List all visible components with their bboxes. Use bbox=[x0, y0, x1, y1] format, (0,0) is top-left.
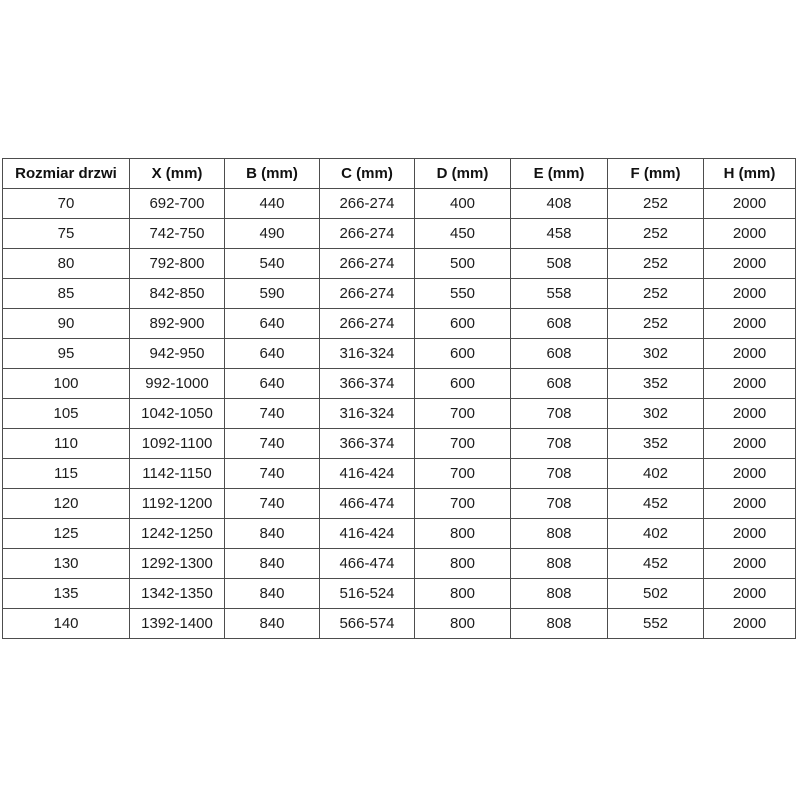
table-cell: 808 bbox=[511, 609, 608, 639]
table-cell: 2000 bbox=[704, 429, 796, 459]
table-cell: 252 bbox=[608, 249, 704, 279]
table-cell: 2000 bbox=[704, 189, 796, 219]
table-cell: 552 bbox=[608, 609, 704, 639]
table-row bbox=[3, 219, 796, 249]
table-row bbox=[3, 339, 796, 369]
table-cell: 740 bbox=[225, 399, 320, 429]
table-cell: 692-700 bbox=[130, 189, 225, 219]
table-cell: 2000 bbox=[704, 249, 796, 279]
column-header-b-mm: B (mm) bbox=[225, 159, 320, 189]
table-row bbox=[3, 249, 796, 279]
table-cell: 2000 bbox=[704, 549, 796, 579]
table-cell: 1142-1150 bbox=[130, 459, 225, 489]
table-row bbox=[3, 309, 796, 339]
table-cell: 105 bbox=[3, 399, 130, 429]
table-cell: 566-574 bbox=[320, 609, 415, 639]
table-cell: 808 bbox=[511, 549, 608, 579]
table-row bbox=[3, 399, 796, 429]
table-cell: 1192-1200 bbox=[130, 489, 225, 519]
table-cell: 1292-1300 bbox=[130, 549, 225, 579]
table-cell: 95 bbox=[3, 339, 130, 369]
table-cell: 808 bbox=[511, 519, 608, 549]
table-cell: 600 bbox=[415, 369, 511, 399]
table-cell: 840 bbox=[225, 519, 320, 549]
table-cell: 508 bbox=[511, 249, 608, 279]
table-cell: 2000 bbox=[704, 459, 796, 489]
table-cell: 2000 bbox=[704, 519, 796, 549]
table-row bbox=[3, 369, 796, 399]
table-cell: 516-524 bbox=[320, 579, 415, 609]
column-header-f-mm: F (mm) bbox=[608, 159, 704, 189]
table-cell: 1392-1400 bbox=[130, 609, 225, 639]
door-size-table bbox=[2, 158, 796, 639]
table-cell: 708 bbox=[511, 489, 608, 519]
table-cell: 252 bbox=[608, 189, 704, 219]
table-cell: 590 bbox=[225, 279, 320, 309]
table-cell: 366-374 bbox=[320, 369, 415, 399]
table-row bbox=[3, 429, 796, 459]
table-header bbox=[3, 159, 796, 189]
table-cell: 700 bbox=[415, 459, 511, 489]
table-cell: 408 bbox=[511, 189, 608, 219]
table-cell: 266-274 bbox=[320, 189, 415, 219]
table-cell: 440 bbox=[225, 189, 320, 219]
table-cell: 125 bbox=[3, 519, 130, 549]
table-cell: 352 bbox=[608, 429, 704, 459]
table-cell: 550 bbox=[415, 279, 511, 309]
table-cell: 452 bbox=[608, 549, 704, 579]
column-header-x-mm: X (mm) bbox=[130, 159, 225, 189]
table-cell: 2000 bbox=[704, 279, 796, 309]
table-cell: 740 bbox=[225, 429, 320, 459]
table-cell: 700 bbox=[415, 489, 511, 519]
table-cell: 840 bbox=[225, 609, 320, 639]
table-cell: 316-324 bbox=[320, 399, 415, 429]
table-cell: 302 bbox=[608, 399, 704, 429]
table-cell: 110 bbox=[3, 429, 130, 459]
column-header-e-mm: E (mm) bbox=[511, 159, 608, 189]
table-cell: 85 bbox=[3, 279, 130, 309]
table-cell: 558 bbox=[511, 279, 608, 309]
table-cell: 742-750 bbox=[130, 219, 225, 249]
table-cell: 1242-1250 bbox=[130, 519, 225, 549]
table-cell: 942-950 bbox=[130, 339, 225, 369]
table-cell: 450 bbox=[415, 219, 511, 249]
table-cell: 252 bbox=[608, 219, 704, 249]
table-cell: 466-474 bbox=[320, 489, 415, 519]
table-header-row bbox=[3, 159, 796, 189]
table-cell: 466-474 bbox=[320, 549, 415, 579]
table-cell: 708 bbox=[511, 429, 608, 459]
table-cell: 800 bbox=[415, 579, 511, 609]
table-cell: 140 bbox=[3, 609, 130, 639]
table-row bbox=[3, 279, 796, 309]
table-cell: 540 bbox=[225, 249, 320, 279]
table-cell: 700 bbox=[415, 399, 511, 429]
table-cell: 402 bbox=[608, 459, 704, 489]
table-cell: 500 bbox=[415, 249, 511, 279]
table-cell: 130 bbox=[3, 549, 130, 579]
table-row bbox=[3, 189, 796, 219]
table-cell: 842-850 bbox=[130, 279, 225, 309]
table-cell: 252 bbox=[608, 309, 704, 339]
table-cell: 2000 bbox=[704, 609, 796, 639]
table-cell: 640 bbox=[225, 339, 320, 369]
table-cell: 80 bbox=[3, 249, 130, 279]
table-row bbox=[3, 489, 796, 519]
table-body bbox=[3, 189, 796, 639]
column-header-c-mm: C (mm) bbox=[320, 159, 415, 189]
table-cell: 608 bbox=[511, 339, 608, 369]
table-cell: 840 bbox=[225, 549, 320, 579]
table-cell: 252 bbox=[608, 279, 704, 309]
table-row bbox=[3, 549, 796, 579]
table-cell: 135 bbox=[3, 579, 130, 609]
table-cell: 792-800 bbox=[130, 249, 225, 279]
table-cell: 2000 bbox=[704, 309, 796, 339]
table-cell: 740 bbox=[225, 459, 320, 489]
table-cell: 316-324 bbox=[320, 339, 415, 369]
table-cell: 75 bbox=[3, 219, 130, 249]
table-cell: 1042-1050 bbox=[130, 399, 225, 429]
table-cell: 2000 bbox=[704, 489, 796, 519]
table-cell: 708 bbox=[511, 459, 608, 489]
table-cell: 808 bbox=[511, 579, 608, 609]
table-cell: 266-274 bbox=[320, 309, 415, 339]
table-cell: 800 bbox=[415, 549, 511, 579]
table-cell: 708 bbox=[511, 399, 608, 429]
table-cell: 266-274 bbox=[320, 219, 415, 249]
table-cell: 70 bbox=[3, 189, 130, 219]
table-cell: 1342-1350 bbox=[130, 579, 225, 609]
table-cell: 266-274 bbox=[320, 279, 415, 309]
table-cell: 2000 bbox=[704, 219, 796, 249]
table-cell: 100 bbox=[3, 369, 130, 399]
table-cell: 800 bbox=[415, 609, 511, 639]
table-cell: 640 bbox=[225, 369, 320, 399]
table-cell: 2000 bbox=[704, 399, 796, 429]
table-row bbox=[3, 609, 796, 639]
table-cell: 115 bbox=[3, 459, 130, 489]
table-cell: 416-424 bbox=[320, 519, 415, 549]
table-cell: 458 bbox=[511, 219, 608, 249]
table-cell: 740 bbox=[225, 489, 320, 519]
table-cell: 266-274 bbox=[320, 249, 415, 279]
table-cell: 992-1000 bbox=[130, 369, 225, 399]
table-cell: 608 bbox=[511, 309, 608, 339]
table-cell: 352 bbox=[608, 369, 704, 399]
table-cell: 120 bbox=[3, 489, 130, 519]
table-cell: 600 bbox=[415, 339, 511, 369]
table-row bbox=[3, 579, 796, 609]
table-cell: 840 bbox=[225, 579, 320, 609]
table-cell: 416-424 bbox=[320, 459, 415, 489]
table-cell: 90 bbox=[3, 309, 130, 339]
table-row bbox=[3, 459, 796, 489]
table-cell: 600 bbox=[415, 309, 511, 339]
table-cell: 640 bbox=[225, 309, 320, 339]
table-cell: 2000 bbox=[704, 369, 796, 399]
table-cell: 2000 bbox=[704, 339, 796, 369]
table-row bbox=[3, 519, 796, 549]
table-cell: 1092-1100 bbox=[130, 429, 225, 459]
table-cell: 608 bbox=[511, 369, 608, 399]
table-cell: 302 bbox=[608, 339, 704, 369]
table-cell: 700 bbox=[415, 429, 511, 459]
table-cell: 800 bbox=[415, 519, 511, 549]
column-header-rozmiar-drzwi: Rozmiar drzwi bbox=[3, 159, 130, 189]
table-cell: 366-374 bbox=[320, 429, 415, 459]
table-cell: 2000 bbox=[704, 579, 796, 609]
table-cell: 490 bbox=[225, 219, 320, 249]
table-cell: 502 bbox=[608, 579, 704, 609]
column-header-d-mm: D (mm) bbox=[415, 159, 511, 189]
table-cell: 452 bbox=[608, 489, 704, 519]
table-cell: 402 bbox=[608, 519, 704, 549]
table-cell: 400 bbox=[415, 189, 511, 219]
table-cell: 892-900 bbox=[130, 309, 225, 339]
column-header-h-mm: H (mm) bbox=[704, 159, 796, 189]
